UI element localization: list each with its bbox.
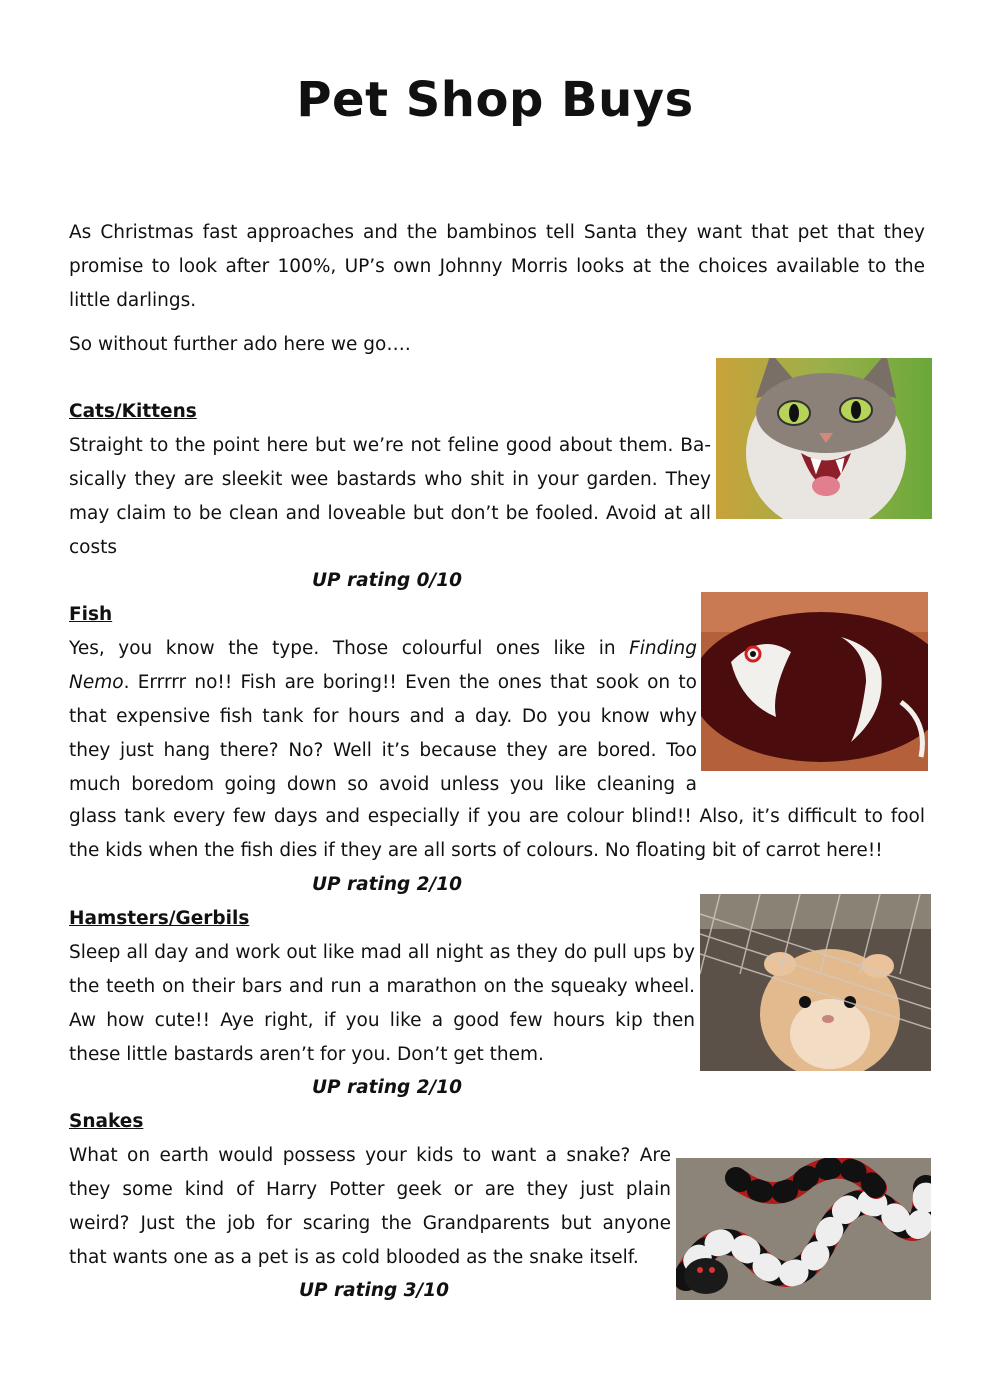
fish-line: that expensive fish tank for hours and a day. Do you know why xyxy=(69,706,697,727)
cats-heading: Cats/Kittens xyxy=(69,401,197,422)
snakes-line: they some kind of Harry Potter geek or are they just plain xyxy=(69,1179,671,1200)
fish-line: they just hang there? No? Well it’s because they are bored. Too xyxy=(69,740,697,761)
hamsters-line: Sleep all day and work out like mad all night as they do pull ups by xyxy=(69,942,695,963)
hamsters-rating: UP rating 2/10 xyxy=(312,1077,463,1098)
snakes-paragraph xyxy=(69,1139,671,1275)
snake-photo xyxy=(676,1158,931,1300)
fish-paragraph-bottom xyxy=(69,800,925,868)
fish-paragraph-top xyxy=(69,632,697,802)
cats-paragraph xyxy=(69,429,711,565)
cats-line: Straight to the point here but we’re not feline good about them. Ba- xyxy=(69,435,711,456)
intro-paragraph-2: So without further ado here we go…. xyxy=(69,334,411,355)
hamsters-paragraph xyxy=(69,936,695,1072)
intro-line: little darlings. xyxy=(69,290,197,311)
fish-heading: Fish xyxy=(69,604,113,625)
fish-line: the kids when the fish dies if they are all sorts of colours. No floating bit of carrot here!! xyxy=(69,840,883,861)
cat-photo xyxy=(716,358,932,519)
cats-line: sically they are sleekit wee bastards who shit in your garden. They xyxy=(69,469,711,490)
hamster-photo xyxy=(700,894,931,1071)
intro-line: As Christmas fast approaches and the bambinos tell Santa they want that pet that they xyxy=(69,222,925,243)
fish-line xyxy=(69,632,697,666)
fish-line-italic: Finding xyxy=(629,638,697,659)
hamsters-line: Aw how cute!! Aye right, if you like a good few hours kip then xyxy=(69,1010,695,1031)
hamsters-line: these little bastards aren’t for you. Don’t get them. xyxy=(69,1044,544,1065)
fish-line-text: . Errrrr no!! Fish are boring!! Even the ones that sook on to xyxy=(123,672,697,693)
fish-line-italic: Nemo xyxy=(69,672,124,693)
page-title: Pet Shop Buys xyxy=(296,72,694,128)
hamsters-heading: Hamsters/Gerbils xyxy=(69,908,250,929)
fish-rating: UP rating 2/10 xyxy=(312,874,463,895)
clownfish-photo xyxy=(701,592,928,771)
snakes-line: that wants one as a pet is as cold blooded as the snake itself. xyxy=(69,1247,639,1268)
fish-line xyxy=(69,666,697,700)
cats-line: costs xyxy=(69,537,118,558)
intro-line: promise to look after 100%, UP’s own Johnny Morris looks at the choices available to the xyxy=(69,256,925,277)
snakes-rating: UP rating 3/10 xyxy=(299,1280,450,1301)
intro-paragraph xyxy=(69,216,925,318)
fish-line: glass tank every few days and especially if you are colour blind!! Also, it’s difficult to fool xyxy=(69,806,925,827)
fish-line: much boredom going down so avoid unless you like cleaning a xyxy=(69,774,697,795)
cats-rating: UP rating 0/10 xyxy=(312,570,463,591)
cats-line: may claim to be clean and loveable but don’t be fooled. Avoid at all xyxy=(69,503,711,524)
snakes-heading: Snakes xyxy=(69,1111,144,1132)
fish-line-text: Yes, you know the type. Those colourful ones like in xyxy=(69,638,630,659)
snakes-line: weird? Just the job for scaring the Grandparents but anyone xyxy=(69,1213,671,1234)
hamsters-line: the teeth on their bars and run a marathon on the squeaky wheel. xyxy=(69,976,695,997)
snakes-line: What on earth would possess your kids to want a snake? Are xyxy=(69,1145,671,1166)
